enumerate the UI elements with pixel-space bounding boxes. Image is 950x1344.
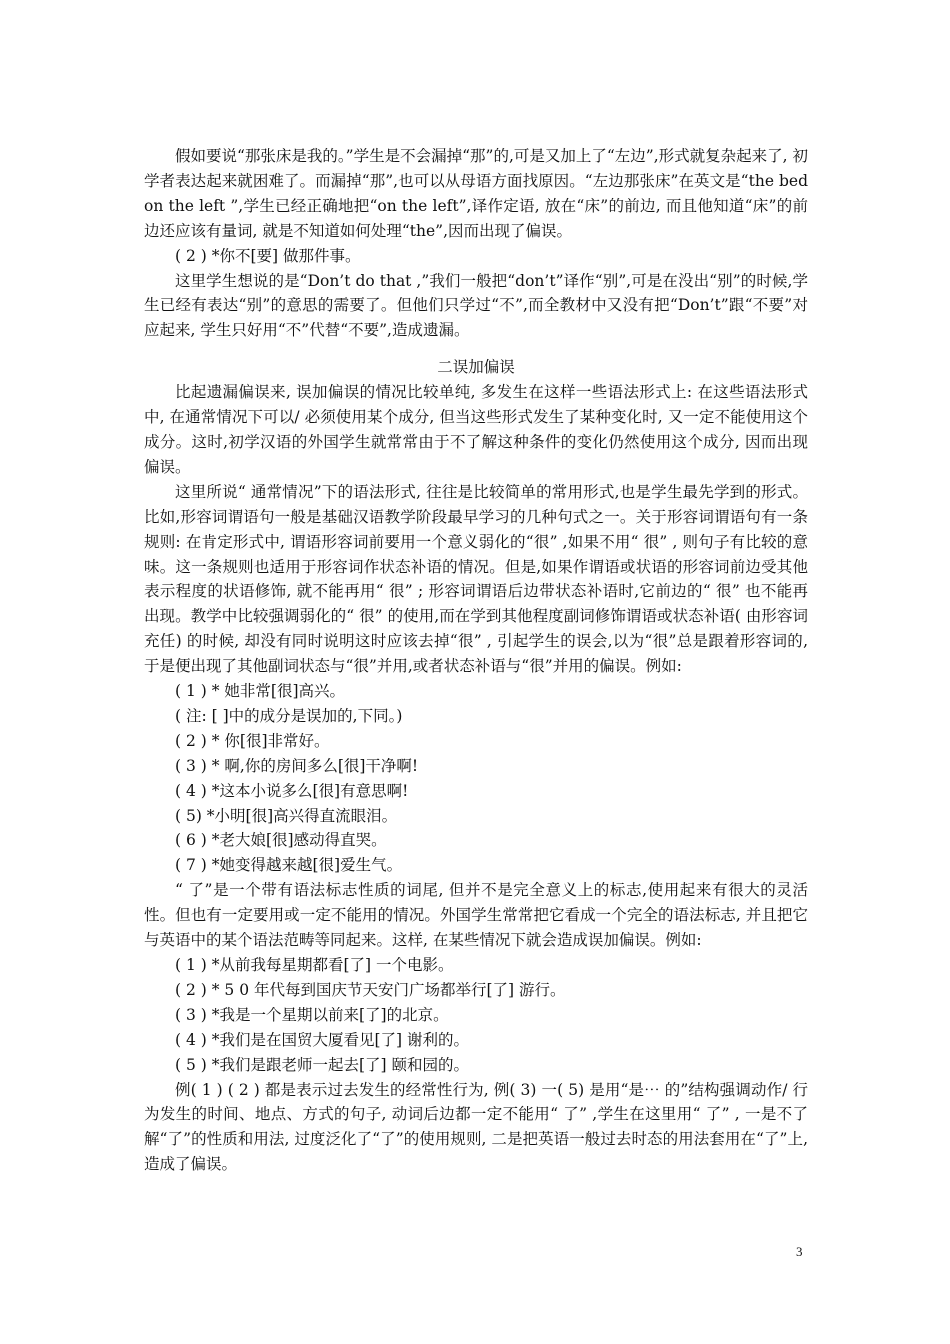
paragraph: 比起遗漏偏误来, 误加偏误的情况比较单纯, 多发生在这样一些语法形式上: 在这些语法形式中, 在通常情况下可以/ 必须使用某个成分, 但当这些形式发生了某种变化时, 又一定不能使用这个成分。这时,初学汉语的外国学生就常常由于不了解这种条件的变化仍然使用这个成分, 因而出现偏误。 [144, 383, 808, 476]
example-sentence: ( 2 ) *你不[要] 做那件事。 [175, 246, 361, 265]
example-sentence: ( 4 ) *这本小说多么[很]有意思啊! [175, 781, 409, 800]
note: ( 注: [ ]中的成分是误加的,下同。) [175, 706, 403, 725]
paragraph: “ 了”是一个带有语法标志性质的词尾, 但并不是完全意义上的标志,使用起来有很大的灵活性。但也有一定要用或一定不能用的情况。外国学生常常把它看成一个完全的语法标志, 并且把它与英语中的某个语法范畴等同起来。这样, 在某些情况下就会造成误加偏误。例如: [144, 881, 808, 950]
example-sentence: ( 6 ) *老大娘[很]感动得直哭。 [175, 831, 387, 850]
example-sentence: ( 4 ) *我们是在国贸大厦看见[了] 谢利的。 [175, 1030, 470, 1049]
example-sentence: ( 3 ) *我是一个星期以前来[了]的北京。 [175, 1005, 449, 1024]
section-heading: 二误加偏误 [437, 358, 515, 377]
example-sentence: ( 7 ) *她变得越来越[很]爱生气。 [175, 856, 403, 875]
example-sentence: ( 2 ) * 5 0 年代每到国庆节天安门广场都举行[了] 游行。 [175, 980, 566, 999]
page-number: 3 [796, 1244, 803, 1259]
document-body [144, 144, 808, 1177]
paragraph: 这里学生想说的是“Don’t do that ,”我们一般把“don’t”译作“别”,可是在没出“别”的时候,学生已经有表达“别”的意思的需要了。但他们只学过“不”,而全教材中又没有把“Don’t”跟“不要”对应起来, 学生只好用“不”代替“不要”,造成遗漏。 [144, 271, 808, 340]
paragraph: 这里所说“ 通常情况”下的语法形式, 往往是比较简单的常用形式,也是学生最先学到的形式。比如,形容词谓语句一般是基础汉语教学阶段最早学习的几种句式之一。关于形容词谓语句有一条规则: 在肯定形式中, 谓语形容词前要用一个意义弱化的“很” ,如果不用“ 很” , 则句子有比较的意味。这一条规则也适用于形容词作状态补语的情况。但是,如果作谓语或状语的形容词前边受其他表示程度的状语修饰, 就不能再用“ 很” ; 形容词谓语后边带状态补语时,它前边的“ 很” 也不能再出现。教学中比较强调弱化的“ 很” 的使用,而在学到其他程度副词修饰谓语或状态补语( 由形容词充任) 的时候, 却没有同时说明这时应该去掉“很” , 引起学生的误会,以为“很”总是跟着形容词的, 于是便出现了其他副词状态与“很”并用,或者状态补语与“很”并用的偏误。例如: [144, 482, 808, 676]
paragraph: 假如要说“那张床是我的。”学生是不会漏掉“那”的,可是又加上了“左边”,形式就复杂起来了, 初学者表达起来就困难了。而漏掉“那”,也可以从母语方面找原因。“左边那张床”在英文是“the bed on the left ”,学生已经正确地把“on the left”,译作定语, 放在“床”的前边, 而且他知道“床”的前边还应该有量词, 就是不知道如何处理“the”,因而出现了偏误。 [144, 147, 809, 240]
example-sentence: ( 2 ) * 你[很]非常好。 [175, 731, 330, 750]
example-sentence: ( 5) *小明[很]高兴得直流眼泪。 [175, 806, 398, 825]
example-sentence: ( 1 ) * 她非常[很]高兴。 [175, 682, 346, 701]
example-sentence: ( 3 ) * 啊,你的房间多么[很]干净啊! [175, 756, 419, 775]
example-sentence: ( 1 ) *从前我每星期都看[了] 一个电影。 [175, 956, 454, 974]
example-sentence: ( 5 ) *我们是跟老师一起去[了] 颐和园的。 [175, 1055, 470, 1074]
paragraph: 例( 1 ) ( 2 ) 都是表示过去发生的经常性行为, 例( 3) 一( 5) 是用“是⋯ 的”结构强调动作/ 行为发生的时间、地点、方式的句子, 动词后边都一定不能用“ 了” ,学生在这里用“ 了” , 一是不了解“了”的性质和用法, 过度泛化了“了”的使用规则, 二是把英语一般过去时态的用法套用在“了”上, 造成了偏误。 [144, 1080, 808, 1174]
